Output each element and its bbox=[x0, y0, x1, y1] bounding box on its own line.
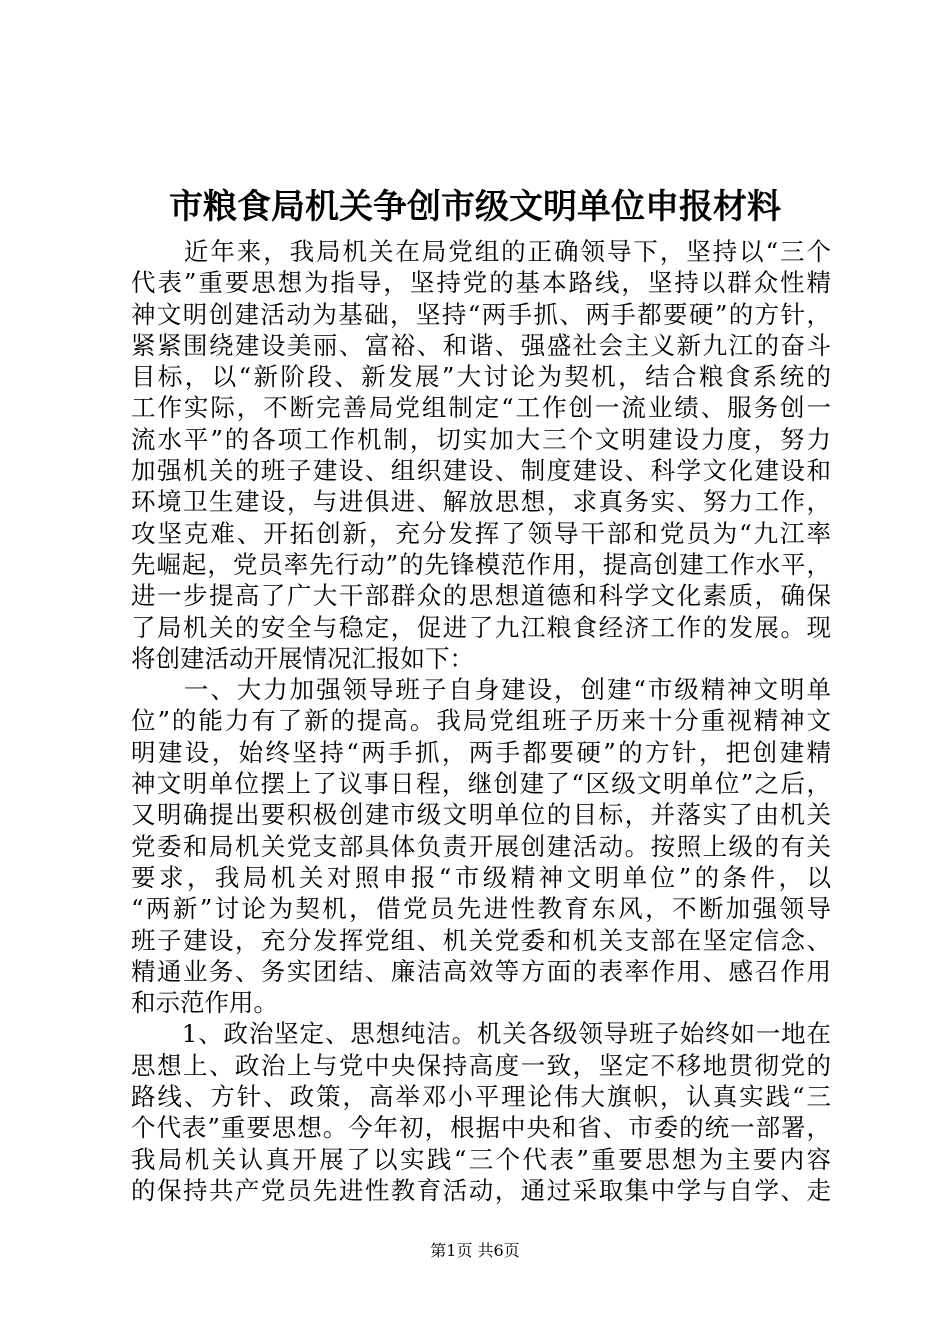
body-line: 进一步提高了广大干部群众的思想道德和科学文化素质，确保 bbox=[131, 581, 831, 611]
body-line: 要求，我局机关对照申报“市级精神文明单位”的条件，以 bbox=[131, 862, 831, 892]
document-title: 市粮食局机关争创市级文明单位申报材料 bbox=[169, 187, 781, 227]
body-line: 明建设，始终坚持“两手抓，两手都要硬”的方针，把创建精 bbox=[131, 737, 831, 767]
body-line: 环境卫生建设，与进俱进、解放思想，求真务实、努力工作， bbox=[131, 487, 831, 517]
body-line: 一、大力加强领导班子自身建设，创建“市级精神文明单 bbox=[131, 675, 831, 705]
body-line: 神文明创建活动为基础，坚持“两手抓、两手都要硬”的方针， bbox=[131, 299, 831, 329]
body-line: 我局机关认真开展了以实践“三个代表”重要思想为主要内容 bbox=[131, 1144, 831, 1174]
body-line: 近年来，我局机关在局党组的正确领导下，坚持以“三个 bbox=[131, 237, 831, 266]
body-line: 攻坚克难、开拓创新，充分发挥了领导干部和党员为“九江率 bbox=[131, 518, 831, 548]
body-line: 路线、方针、政策，高举邓小平理论伟大旗帜，认真实践“三 bbox=[131, 1082, 831, 1112]
body-line: 个代表”重要思想。今年初，根据中央和省、市委的统一部署， bbox=[131, 1113, 831, 1143]
document-body bbox=[131, 236, 831, 1206]
body-line: 思想上、政治上与党中央保持高度一致，坚定不移地贯彻党的 bbox=[131, 1050, 831, 1080]
body-line: 目标，以“新阶段、新发展”大讨论为契机，结合粮食系统的 bbox=[131, 362, 831, 392]
body-line: 神文明单位摆上了议事日程，继创建了“区级文明单位”之后， bbox=[131, 769, 831, 799]
body-line: 1、政治坚定、思想纯洁。机关各级领导班子始终如一地在 bbox=[131, 1019, 831, 1049]
body-line: 代表”重要思想为指导，坚持党的基本路线，坚持以群众性精 bbox=[131, 268, 831, 298]
body-line: 和示范作用。 bbox=[131, 988, 278, 1018]
page-footer: 第1页 共6页 bbox=[430, 1241, 520, 1260]
body-line: 将创建活动开展情况汇报如下： bbox=[131, 643, 474, 673]
body-line: 先崛起，党员率先行动”的先锋模范作用，提高创建工作水平， bbox=[131, 549, 831, 579]
body-line: 位”的能力有了新的提高。我局党组班子历来十分重视精神文 bbox=[131, 706, 831, 736]
body-line: 班子建设，充分发挥党组、机关党委和机关支部在坚定信念、 bbox=[131, 925, 831, 955]
body-line: “两新”讨论为契机，借党员先进性教育东风，不断加强领导 bbox=[131, 894, 831, 924]
body-line: 党委和局机关党支部具体负责开展创建活动。按照上级的有关 bbox=[131, 831, 831, 861]
body-line: 流水平”的各项工作机制，切实加大三个文明建设力度，努力 bbox=[131, 424, 831, 454]
body-line: 精通业务、务实团结、廉洁高效等方面的表率作用、感召作用 bbox=[131, 956, 831, 986]
body-line: 又明确提出要积极创建市级文明单位的目标，并落实了由机关 bbox=[131, 800, 831, 830]
body-line: 加强机关的班子建设、组织建设、制度建设、科学文化建设和 bbox=[131, 456, 831, 486]
body-line: 了局机关的安全与稳定，促进了九江粮食经济工作的发展。现 bbox=[131, 612, 831, 642]
body-line: 的保持共产党员先进性教育活动，通过采取集中学与自学、走 bbox=[131, 1175, 831, 1205]
body-line: 工作实际，不断完善局党组制定“工作创一流业绩、服务创一 bbox=[131, 393, 831, 423]
body-line: 紧紧围绕建设美丽、富裕、和谐、强盛社会主义新九江的奋斗 bbox=[131, 330, 831, 360]
